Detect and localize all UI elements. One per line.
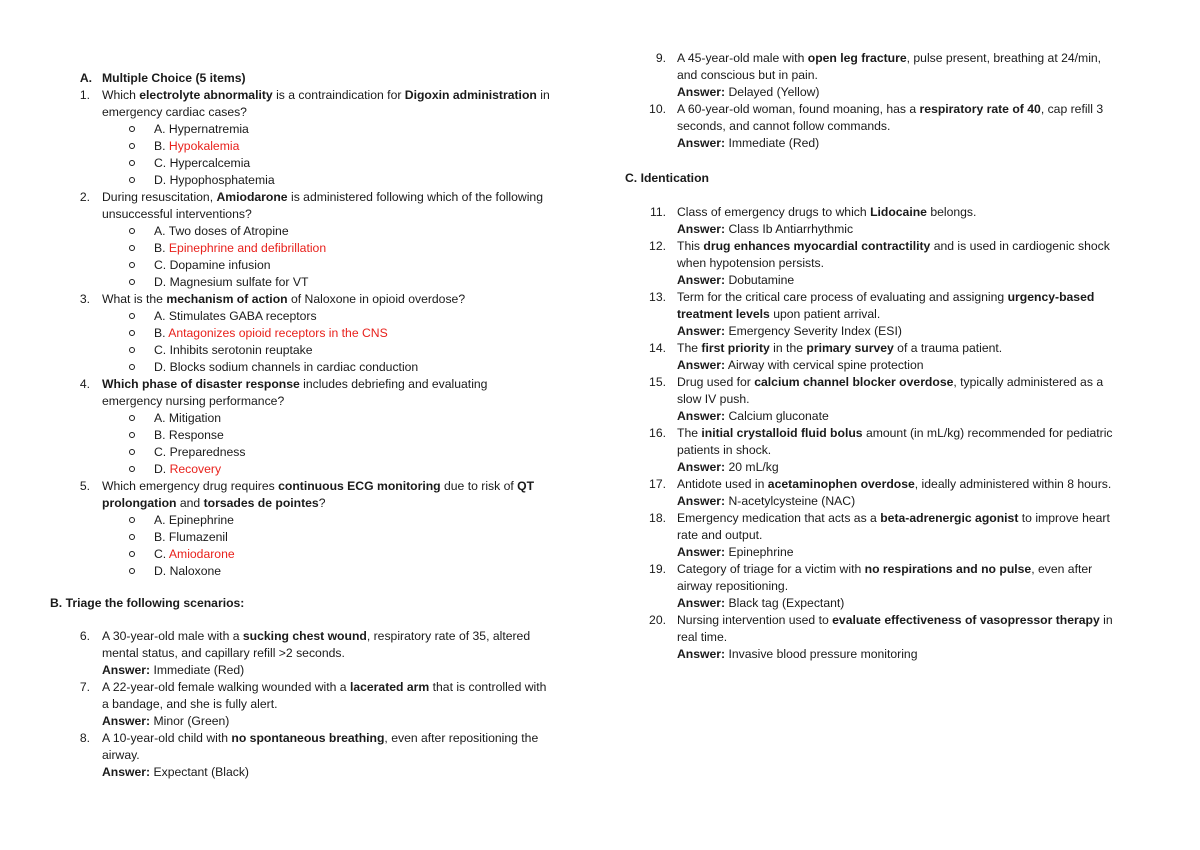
item-number: 12. — [649, 239, 666, 253]
circle-bullet-icon — [129, 143, 135, 149]
answer-option — [154, 308, 317, 325]
option-text: Preparedness — [169, 445, 246, 459]
answer-value: Dobutamine — [728, 273, 795, 287]
option-text: Hypophosphatemia — [169, 173, 275, 187]
question-text-line — [677, 306, 880, 323]
text-run: Term for the critical care process of evaluating and assigning — [677, 290, 1008, 304]
circle-bullet-icon — [129, 568, 135, 574]
answer-label: Answer: — [102, 714, 151, 728]
text-run: is a contraindication for — [272, 88, 405, 102]
text-run: A 60-year-old woman, found moaning, has a — [677, 102, 920, 116]
circle-bullet-icon — [129, 262, 135, 268]
option-letter: C. — [154, 156, 167, 170]
bold-text: drug enhances myocardial contractility — [703, 239, 931, 253]
text-run: , cap refill 3 — [1040, 102, 1104, 116]
answer-label: Answer: — [677, 324, 726, 338]
option-letter: D. — [154, 173, 167, 187]
scenario-text-line — [677, 50, 1101, 67]
option-letter: D. — [154, 564, 167, 578]
answer-option — [154, 563, 221, 580]
option-text: Mitigation — [168, 411, 222, 425]
answer-option — [154, 444, 245, 461]
correct-answer-text: Epinephrine and defibrillation — [168, 241, 327, 255]
question-text-line — [102, 87, 550, 104]
answer-line — [102, 713, 229, 730]
answer-label: Answer: — [677, 85, 726, 99]
circle-bullet-icon — [129, 432, 135, 438]
item-number: 1. — [79, 88, 90, 102]
answer-line — [677, 544, 794, 561]
answer-option — [154, 274, 308, 291]
circle-bullet-icon — [129, 415, 135, 421]
scenario-text-line — [677, 67, 818, 84]
bold-text: open leg fracture — [807, 51, 907, 65]
option-letter: B. — [154, 241, 166, 255]
answer-label: Answer: — [102, 765, 151, 779]
option-text: Dopamine infusion — [169, 258, 271, 272]
circle-bullet-icon — [129, 517, 135, 523]
circle-bullet-icon — [129, 177, 135, 183]
answer-option — [154, 155, 250, 172]
scenario-text-line — [102, 628, 530, 645]
answer-value: Epinephrine — [728, 545, 794, 559]
scenario-text-line — [102, 679, 546, 696]
text-run: A 22-year-old female walking wounded with a — [102, 680, 350, 694]
text-run: when hypotension persists. — [677, 256, 825, 270]
circle-bullet-icon — [129, 279, 135, 285]
question-text-line — [677, 255, 824, 272]
correct-answer-text: Antagonizes opioid receptors in the CNS — [168, 326, 388, 340]
answer-line — [677, 221, 853, 238]
question-text-line — [102, 291, 465, 308]
answer-label: Answer: — [677, 545, 726, 559]
text-run: amount (in mL/kg) recommended for pediatric — [862, 426, 1113, 440]
answer-option — [154, 121, 249, 138]
item-number: 14. — [649, 341, 666, 355]
answer-line — [677, 408, 829, 425]
answer-value: Black tag (Expectant) — [728, 596, 845, 610]
answer-value: Expectant (Black) — [153, 765, 249, 779]
option-letter: A. — [154, 224, 166, 238]
text-run: includes debriefing and evaluating — [299, 377, 488, 391]
item-number: 4. — [79, 377, 90, 391]
question-text-line — [102, 104, 247, 121]
bold-text: first priority — [701, 341, 770, 355]
answer-line — [677, 595, 844, 612]
circle-bullet-icon — [129, 449, 135, 455]
question-text-line — [102, 206, 252, 223]
text-run: emergency cardiac cases? — [102, 105, 247, 119]
text-run: The — [677, 341, 702, 355]
text-run: Nursing intervention used to — [677, 613, 833, 627]
option-letter: C. — [154, 547, 167, 561]
answer-option — [154, 529, 228, 546]
question-text-line — [102, 189, 543, 206]
option-letter: B. — [154, 139, 166, 153]
question-text-line — [677, 442, 771, 459]
text-run: airway repositioning. — [677, 579, 789, 593]
item-number: 17. — [649, 477, 666, 491]
option-text: Epinephrine — [168, 513, 234, 527]
bold-text: mechanism of action — [166, 292, 288, 306]
circle-bullet-icon — [129, 534, 135, 540]
text-run: This — [677, 239, 704, 253]
text-run: , even after — [1031, 562, 1093, 576]
section-a-marker: A. — [79, 71, 92, 85]
text-run: belongs. — [926, 205, 977, 219]
answer-value: Class Ib Antiarrhythmic — [728, 222, 854, 236]
item-number: 15. — [649, 375, 666, 389]
text-run: A 45-year-old male with — [677, 51, 808, 65]
scenario-text-line — [102, 645, 345, 662]
scenario-text-line — [677, 118, 890, 135]
text-run: airway. — [102, 748, 140, 762]
option-letter: B. — [154, 326, 166, 340]
text-run: During resuscitation, — [102, 190, 217, 204]
answer-value: Calcium gluconate — [728, 409, 829, 423]
text-run: is administered following which of the following — [287, 190, 543, 204]
option-letter: A. — [154, 122, 166, 136]
answer-option — [154, 512, 234, 529]
bold-text: Lidocaine — [870, 205, 927, 219]
bold-text: QT — [517, 479, 535, 493]
answer-option — [154, 138, 239, 155]
text-run: and is used in cardiogenic shock — [930, 239, 1110, 253]
circle-bullet-icon — [129, 330, 135, 336]
option-letter: D. — [154, 275, 167, 289]
answer-label: Answer: — [677, 494, 726, 508]
answer-line — [677, 459, 779, 476]
bold-text: electrolyte abnormality — [139, 88, 273, 102]
answer-option — [154, 223, 289, 240]
question-text-line — [677, 374, 1103, 391]
text-run: rate and output. — [677, 528, 763, 542]
question-text-line — [677, 629, 727, 646]
option-text: Blocks sodium channels in cardiac conduction — [169, 360, 419, 374]
text-run: in the — [769, 341, 807, 355]
option-letter: C. — [154, 258, 167, 272]
item-number: 9. — [655, 51, 666, 65]
text-run: , respiratory rate of 35, altered — [366, 629, 531, 643]
option-letter: A. — [154, 513, 166, 527]
bold-text: prolongation — [102, 496, 177, 510]
option-letter: C. — [154, 343, 167, 357]
answer-line — [677, 493, 855, 510]
text-run: patients in shock. — [677, 443, 772, 457]
circle-bullet-icon — [129, 228, 135, 234]
item-number: 16. — [649, 426, 666, 440]
answer-line — [677, 646, 918, 663]
text-run: seconds, and cannot follow commands. — [677, 119, 891, 133]
question-text-line — [102, 478, 534, 495]
bold-text: primary survey — [806, 341, 894, 355]
option-letter: A. — [154, 411, 166, 425]
answer-value: Immediate (Red) — [728, 136, 820, 150]
circle-bullet-icon — [129, 126, 135, 132]
item-number: 6. — [79, 629, 90, 643]
item-number: 10. — [649, 102, 666, 116]
answer-label: Answer: — [677, 460, 726, 474]
bold-text: sucking chest wound — [242, 629, 367, 643]
item-number: 13. — [649, 290, 666, 304]
bold-text: Amiodarone — [216, 190, 288, 204]
text-run: a bandage, and she is fully alert. — [102, 697, 278, 711]
scenario-text-line — [102, 730, 538, 747]
bold-text: continuous ECG monitoring — [278, 479, 441, 493]
answer-label: Answer: — [102, 663, 151, 677]
option-text: Naloxone — [169, 564, 222, 578]
question-text-line — [102, 376, 487, 393]
answer-value: Delayed (Yellow) — [728, 85, 820, 99]
answer-label: Answer: — [677, 358, 726, 372]
item-number: 20. — [649, 613, 666, 627]
answer-label: Answer: — [677, 222, 726, 236]
correct-answer-text: Hypokalemia — [168, 139, 240, 153]
text-run: The — [677, 426, 702, 440]
answer-option — [154, 257, 271, 274]
answer-option — [154, 342, 313, 359]
bold-text: Which phase of disaster response — [102, 377, 300, 391]
text-run: of a trauma patient. — [893, 341, 1003, 355]
option-text: Two doses of Atropine — [168, 224, 289, 238]
section-c-heading: C. Identication — [625, 171, 709, 185]
text-run: mental status, and capillary refill >2 seconds. — [102, 646, 345, 660]
circle-bullet-icon — [129, 364, 135, 370]
text-run: upon patient arrival. — [769, 307, 881, 321]
question-text-line — [677, 578, 788, 595]
option-letter: C. — [154, 445, 167, 459]
text-run: due to risk of — [440, 479, 518, 493]
option-text: Stimulates GABA receptors — [168, 309, 317, 323]
answer-line — [102, 662, 244, 679]
option-text: Inhibits serotonin reuptake — [169, 343, 313, 357]
text-run: Drug used for — [677, 375, 755, 389]
question-text-line — [102, 495, 326, 512]
bold-text: acetaminophen overdose — [767, 477, 915, 491]
correct-answer-text: Amiodarone — [168, 547, 235, 561]
option-text: Hypernatremia — [168, 122, 249, 136]
question-text-line — [677, 527, 762, 544]
answer-option — [154, 359, 418, 376]
text-run: that is controlled with — [429, 680, 547, 694]
text-run: Which — [102, 88, 140, 102]
option-letter: A. — [154, 309, 166, 323]
item-number: 11. — [649, 205, 666, 219]
text-run: , even after repositioning the — [384, 731, 539, 745]
text-run: , typically administered as a — [953, 375, 1104, 389]
text-run: Antidote used in — [677, 477, 768, 491]
option-text: Response — [168, 428, 224, 442]
option-letter: D. — [154, 462, 167, 476]
option-text: Magnesium sulfate for VT — [169, 275, 309, 289]
answer-label: Answer: — [677, 273, 726, 287]
circle-bullet-icon — [129, 347, 135, 353]
option-letter: D. — [154, 360, 167, 374]
text-run: A 10-year-old child with — [102, 731, 232, 745]
text-run: Category of triage for a victim with — [677, 562, 865, 576]
answer-option — [154, 546, 235, 563]
question-text-line — [677, 425, 1113, 442]
answer-value: N-acetylcysteine (NAC) — [728, 494, 856, 508]
scenario-text-line — [102, 747, 140, 764]
question-text-line — [677, 510, 1110, 527]
answer-value: Immediate (Red) — [153, 663, 245, 677]
item-number: 3. — [79, 292, 90, 306]
bold-text: torsades de pointes — [203, 496, 319, 510]
text-run: unsuccessful interventions? — [102, 207, 252, 221]
text-run: What is the — [102, 292, 167, 306]
question-text-line — [677, 340, 1002, 357]
answer-value: Invasive blood pressure monitoring — [728, 647, 918, 661]
section-b-heading: B. Triage the following scenarios: — [50, 596, 245, 610]
question-text-line — [677, 612, 1113, 629]
question-text-line — [102, 393, 284, 410]
text-run: of Naloxone in opioid overdose? — [287, 292, 466, 306]
bold-text: no spontaneous breathing — [231, 731, 385, 745]
bold-text: no respirations and no pulse — [864, 562, 1032, 576]
item-number: 8. — [79, 731, 90, 745]
answer-line — [677, 135, 819, 152]
answer-line — [677, 84, 820, 101]
question-text-line — [677, 204, 976, 221]
answer-option — [154, 410, 221, 427]
answer-label: Answer: — [677, 136, 726, 150]
item-number: 2. — [79, 190, 90, 204]
answer-option — [154, 240, 326, 257]
item-number: 7. — [79, 680, 90, 694]
text-run: ? — [318, 496, 326, 510]
answer-option — [154, 427, 224, 444]
answer-value: 20 mL/kg — [728, 460, 779, 474]
text-run: and — [176, 496, 204, 510]
answer-option — [154, 172, 275, 189]
text-run: and conscious but in pain. — [677, 68, 818, 82]
bold-text: initial crystalloid fluid bolus — [701, 426, 863, 440]
text-run: in — [536, 88, 550, 102]
question-text-line — [677, 391, 749, 408]
text-run: real time. — [677, 630, 728, 644]
circle-bullet-icon — [129, 313, 135, 319]
answer-option — [154, 461, 221, 478]
answer-label: Answer: — [677, 596, 726, 610]
bold-text: evaluate effectiveness of vasopressor therapy — [832, 613, 1100, 627]
text-run: Emergency medication that acts as a — [677, 511, 881, 525]
circle-bullet-icon — [129, 160, 135, 166]
answer-value: Airway with cervical spine protection — [727, 358, 924, 372]
answer-option — [154, 325, 388, 342]
correct-answer-text: Recovery — [169, 462, 222, 476]
section-a-title: Multiple Choice (5 items) — [102, 71, 246, 85]
answer-label: Answer: — [677, 647, 726, 661]
answer-value: Minor (Green) — [153, 714, 230, 728]
text-run: in — [1099, 613, 1113, 627]
option-letter: B. — [154, 428, 166, 442]
text-run: to improve heart — [1018, 511, 1110, 525]
text-run: , ideally administered within 8 hours. — [914, 477, 1112, 491]
item-number: 5. — [79, 479, 90, 493]
text-run: A 30-year-old male with a — [102, 629, 243, 643]
bold-text: Digoxin administration — [404, 88, 537, 102]
text-run: Which emergency drug requires — [102, 479, 279, 493]
bold-text: beta-adrenergic agonist — [880, 511, 1019, 525]
scenario-text-line — [677, 101, 1103, 118]
question-text-line — [677, 476, 1111, 493]
bold-text: calcium channel blocker overdose — [754, 375, 954, 389]
answer-label: Answer: — [677, 409, 726, 423]
option-text: Flumazenil — [168, 530, 228, 544]
item-number: 18. — [649, 511, 666, 525]
text-run: emergency nursing performance? — [102, 394, 285, 408]
answer-line — [102, 764, 249, 781]
answer-line — [677, 357, 924, 374]
circle-bullet-icon — [129, 466, 135, 472]
option-letter: B. — [154, 530, 166, 544]
scenario-text-line — [102, 696, 277, 713]
item-number: 19. — [649, 562, 666, 576]
text-run: , pulse present, breathing at 24/min, — [906, 51, 1102, 65]
text-run: Class of emergency drugs to which — [677, 205, 871, 219]
question-text-line — [677, 561, 1092, 578]
answer-line — [677, 272, 794, 289]
question-text-line — [677, 238, 1110, 255]
bold-text: lacerated arm — [349, 680, 430, 694]
bold-text: treatment levels — [677, 307, 770, 321]
bold-text: urgency-based — [1007, 290, 1095, 304]
bold-text: respiratory rate of 40 — [919, 102, 1041, 116]
answer-line — [677, 323, 902, 340]
text-run: slow IV push. — [677, 392, 750, 406]
answer-value: Emergency Severity Index (ESI) — [728, 324, 902, 338]
option-text: Hypercalcemia — [169, 156, 251, 170]
question-text-line — [677, 289, 1094, 306]
circle-bullet-icon — [129, 551, 135, 557]
circle-bullet-icon — [129, 245, 135, 251]
